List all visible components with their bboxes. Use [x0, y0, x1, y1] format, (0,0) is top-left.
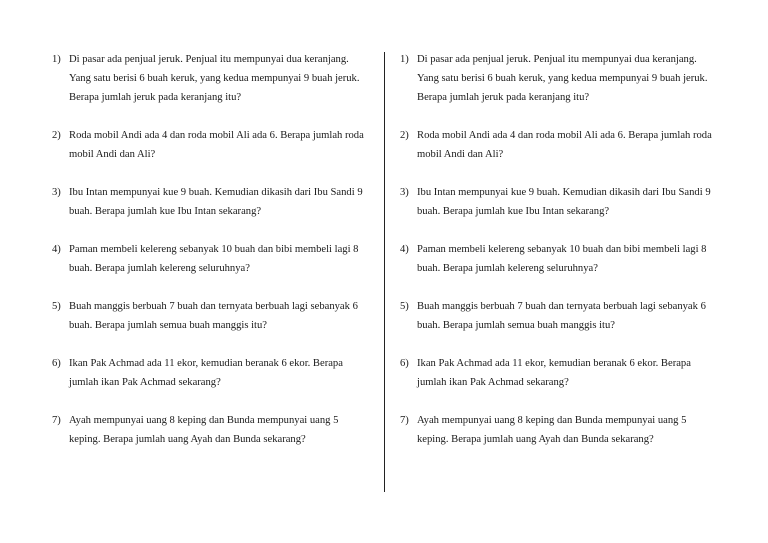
question-item [52, 50, 372, 107]
question-text: Di pasar ada penjual jeruk. Penjual itu mempunyai dua keranjang. Yang satu berisi 6 buah keruk, yang kedua mempunyai 9 buah jeruk. Berapa jumlah jeruk pada keranjang itu? [417, 54, 708, 103]
question-text: Paman membeli kelereng sebanyak 10 buah dan bibi membeli lagi 8 buah. Berapa jumlah kelereng seluruhnya? [417, 244, 707, 274]
question-text: Buah manggis berbuah 7 buah dan ternyata berbuah lagi sebanyak 6 buah. Berapa jumlah semua buah manggis itu? [69, 301, 358, 331]
question-item [400, 411, 720, 449]
question-number: 2) [52, 130, 61, 141]
question-text: Ibu Intan mempunyai kue 9 buah. Kemudian dikasih dari Ibu Sandi 9 buah. Berapa jumlah kue Ibu Intan sekarang? [417, 187, 711, 217]
question-number: 4) [52, 244, 61, 255]
question-text: Di pasar ada penjual jeruk. Penjual itu mempunyai dua keranjang. Yang satu berisi 6 buah keruk, yang kedua mempunyai 9 buah jeruk. Berapa jumlah jeruk pada keranjang itu? [69, 54, 360, 103]
question-text: Paman membeli kelereng sebanyak 10 buah dan bibi membeli lagi 8 buah. Berapa jumlah kelereng seluruhnya? [69, 244, 359, 274]
question-text: Buah manggis berbuah 7 buah dan ternyata berbuah lagi sebanyak 6 buah. Berapa jumlah semua buah manggis itu? [417, 301, 706, 331]
question-number: 7) [400, 415, 409, 426]
question-item [400, 240, 720, 278]
question-text: Ayah mempunyai uang 8 keping dan Bunda mempunyai uang 5 keping. Berapa jumlah uang Ayah dan Bunda sekarang? [417, 415, 687, 445]
question-text: Roda mobil Andi ada 4 dan roda mobil Ali ada 6. Berapa jumlah roda mobil Andi dan Ali? [69, 130, 364, 160]
right-question-column [400, 50, 720, 468]
question-number: 5) [400, 301, 409, 312]
question-item [400, 126, 720, 164]
question-text: Roda mobil Andi ada 4 dan roda mobil Ali ada 6. Berapa jumlah roda mobil Andi dan Ali? [417, 130, 712, 160]
question-item [52, 411, 372, 449]
question-number: 7) [52, 415, 61, 426]
left-question-column [52, 50, 372, 468]
question-item [52, 297, 372, 335]
question-number: 6) [400, 358, 409, 369]
question-number: 4) [400, 244, 409, 255]
question-item [400, 50, 720, 107]
column-divider [384, 52, 385, 492]
question-number: 1) [400, 54, 409, 65]
question-number: 3) [400, 187, 409, 198]
question-number: 1) [52, 54, 61, 65]
question-item [52, 126, 372, 164]
question-item [52, 354, 372, 392]
question-item [400, 354, 720, 392]
question-number: 3) [52, 187, 61, 198]
question-number: 5) [52, 301, 61, 312]
question-item [52, 183, 372, 221]
question-text: Ibu Intan mempunyai kue 9 buah. Kemudian dikasih dari Ibu Sandi 9 buah. Berapa jumlah kue Ibu Intan sekarang? [69, 187, 363, 217]
question-number: 6) [52, 358, 61, 369]
question-item [400, 183, 720, 221]
question-text: Ikan Pak Achmad ada 11 ekor, kemudian beranak 6 ekor. Berapa jumlah ikan Pak Achmad sekarang? [69, 358, 343, 388]
question-item [400, 297, 720, 335]
question-item [52, 240, 372, 278]
question-text: Ayah mempunyai uang 8 keping dan Bunda mempunyai uang 5 keping. Berapa jumlah uang Ayah dan Bunda sekarang? [69, 415, 339, 445]
question-text: Ikan Pak Achmad ada 11 ekor, kemudian beranak 6 ekor. Berapa jumlah ikan Pak Achmad sekarang? [417, 358, 691, 388]
question-number: 2) [400, 130, 409, 141]
